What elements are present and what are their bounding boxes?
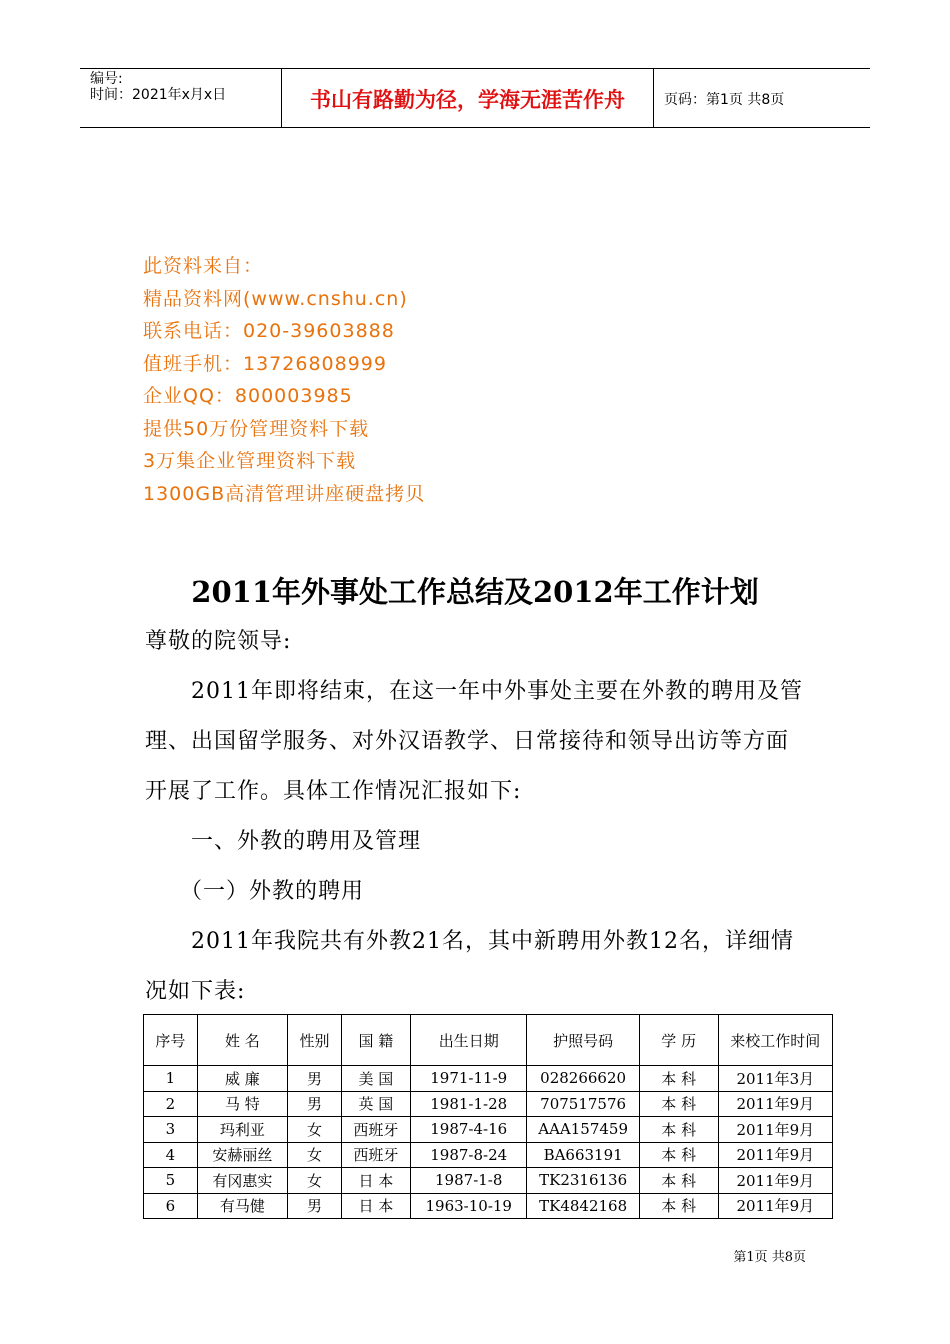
col-header: 学 历 xyxy=(639,1015,718,1066)
paragraph: 2011年我院共有外教21名，其中新聘用外教12名，详细情况如下表: xyxy=(145,929,794,1004)
foreign-teacher-table xyxy=(143,1014,833,1219)
col-header: 来校工作时间 xyxy=(718,1015,832,1066)
table-cell: 本 科 xyxy=(639,1168,718,1194)
table-cell: 男 xyxy=(288,1193,342,1219)
table-cell: 西班牙 xyxy=(341,1142,410,1168)
table-row xyxy=(144,1193,833,1219)
table-cell: 美 国 xyxy=(341,1066,410,1092)
col-header: 性别 xyxy=(288,1015,342,1066)
table-cell: 1971-11-9 xyxy=(411,1066,527,1092)
table-cell: 028266620 xyxy=(527,1066,639,1092)
table-cell: 2011年9月 xyxy=(718,1091,832,1117)
header-motto: 书山有路勤为径，学海无涯苦作舟 xyxy=(282,69,654,128)
table-cell: TK4842168 xyxy=(527,1193,639,1219)
table-cell: AAA157459 xyxy=(527,1117,639,1143)
section-heading: 一、外教的聘用及管理 xyxy=(145,829,422,854)
table-cell: 1987-4-16 xyxy=(411,1117,527,1143)
paragraph: 2011年即将结束，在这一年中外事处主要在外教的聘用及管理、出国留学服务、对外汉语教学、日常接待和领导出访等方面开展了工作。具体工作情况汇报如下: xyxy=(145,679,803,804)
table-cell: 2011年9月 xyxy=(718,1168,832,1194)
table-cell: 本 科 xyxy=(639,1117,718,1143)
table-cell: 女 xyxy=(288,1117,342,1143)
table-cell: 2011年9月 xyxy=(718,1142,832,1168)
ad-line: 联系电话：020-39603888 xyxy=(143,320,395,342)
table-cell: 3 xyxy=(144,1117,198,1143)
table-cell: 4 xyxy=(144,1142,198,1168)
page-footer: 第1页 共8页 xyxy=(733,1250,806,1265)
table-row xyxy=(144,1168,833,1194)
table-cell: 马 特 xyxy=(197,1091,287,1117)
table-cell: 日 本 xyxy=(341,1193,410,1219)
ad-line: 值班手机：13726808999 xyxy=(143,352,387,375)
table-cell: 6 xyxy=(144,1193,198,1219)
table-cell: 1981-1-28 xyxy=(411,1091,527,1117)
page-header xyxy=(80,68,870,128)
doc-number-label: 编号: xyxy=(90,71,123,87)
document-title: 2011年外事处工作总结及2012年工作计划 xyxy=(191,575,759,609)
table-cell: 本 科 xyxy=(639,1142,718,1168)
table-cell: 男 xyxy=(288,1091,342,1117)
header-meta xyxy=(80,69,282,128)
col-header: 出生日期 xyxy=(411,1015,527,1066)
table-row xyxy=(144,1142,833,1168)
table-cell: 玛利亚 xyxy=(197,1117,287,1143)
col-header: 姓 名 xyxy=(197,1015,287,1066)
table-cell: 2 xyxy=(144,1091,198,1117)
table-row xyxy=(144,1091,833,1117)
table-cell: 2011年9月 xyxy=(718,1193,832,1219)
table-cell: 西班牙 xyxy=(341,1117,410,1143)
table-cell: 1 xyxy=(144,1066,198,1092)
ad-line: 提供50万份管理资料下载 xyxy=(143,417,370,440)
table-cell: 女 xyxy=(288,1142,342,1168)
header-page-number: 页码：第1页 共8页 xyxy=(664,91,785,108)
col-header: 国 籍 xyxy=(341,1015,410,1066)
table-header-row xyxy=(144,1015,833,1066)
table-cell: 有冈惠实 xyxy=(197,1168,287,1194)
table-cell: 707517576 xyxy=(527,1091,639,1117)
col-header: 护照号码 xyxy=(527,1015,639,1066)
table-cell: 女 xyxy=(288,1168,342,1194)
table-body xyxy=(144,1066,833,1219)
source-info-block xyxy=(143,250,425,510)
table-cell: 本 科 xyxy=(639,1066,718,1092)
ad-line: 1300GB高清管理讲座硬盘拷贝 xyxy=(143,482,426,505)
table-cell: 2011年3月 xyxy=(718,1066,832,1092)
table-cell: 安赫丽丝 xyxy=(197,1142,287,1168)
table-cell: 1963-10-19 xyxy=(411,1193,527,1219)
table-row xyxy=(144,1117,833,1143)
table-cell: 1987-1-8 xyxy=(411,1168,527,1194)
table-cell: 2011年9月 xyxy=(718,1117,832,1143)
table-cell: 英 国 xyxy=(341,1091,410,1117)
table-cell: 本 科 xyxy=(639,1193,718,1219)
table-cell: 5 xyxy=(144,1168,198,1194)
table-cell: BA663191 xyxy=(527,1142,639,1168)
doc-time-label: 时间：2021年x月x日 xyxy=(90,87,227,103)
ad-line: 精品资料网(www.cnshu.cn) xyxy=(143,287,408,310)
document-body xyxy=(145,617,810,1017)
table-cell: 有马健 xyxy=(197,1193,287,1219)
col-header: 序号 xyxy=(144,1015,198,1066)
table-cell: 男 xyxy=(288,1066,342,1092)
table-cell: 本 科 xyxy=(639,1091,718,1117)
ad-line: 此资料来自： xyxy=(143,255,264,277)
table-cell: 日 本 xyxy=(341,1168,410,1194)
salutation: 尊敬的院领导: xyxy=(145,629,292,654)
table-cell: 威 廉 xyxy=(197,1066,287,1092)
subsection-heading: （一）外教的聘用 xyxy=(145,879,365,904)
ad-line: 企业QQ：800003985 xyxy=(143,385,353,407)
ad-line: 3万集企业管理资料下载 xyxy=(143,450,357,472)
table-row xyxy=(144,1066,833,1092)
table-cell: TK2316136 xyxy=(527,1168,639,1194)
table-cell: 1987-8-24 xyxy=(411,1142,527,1168)
